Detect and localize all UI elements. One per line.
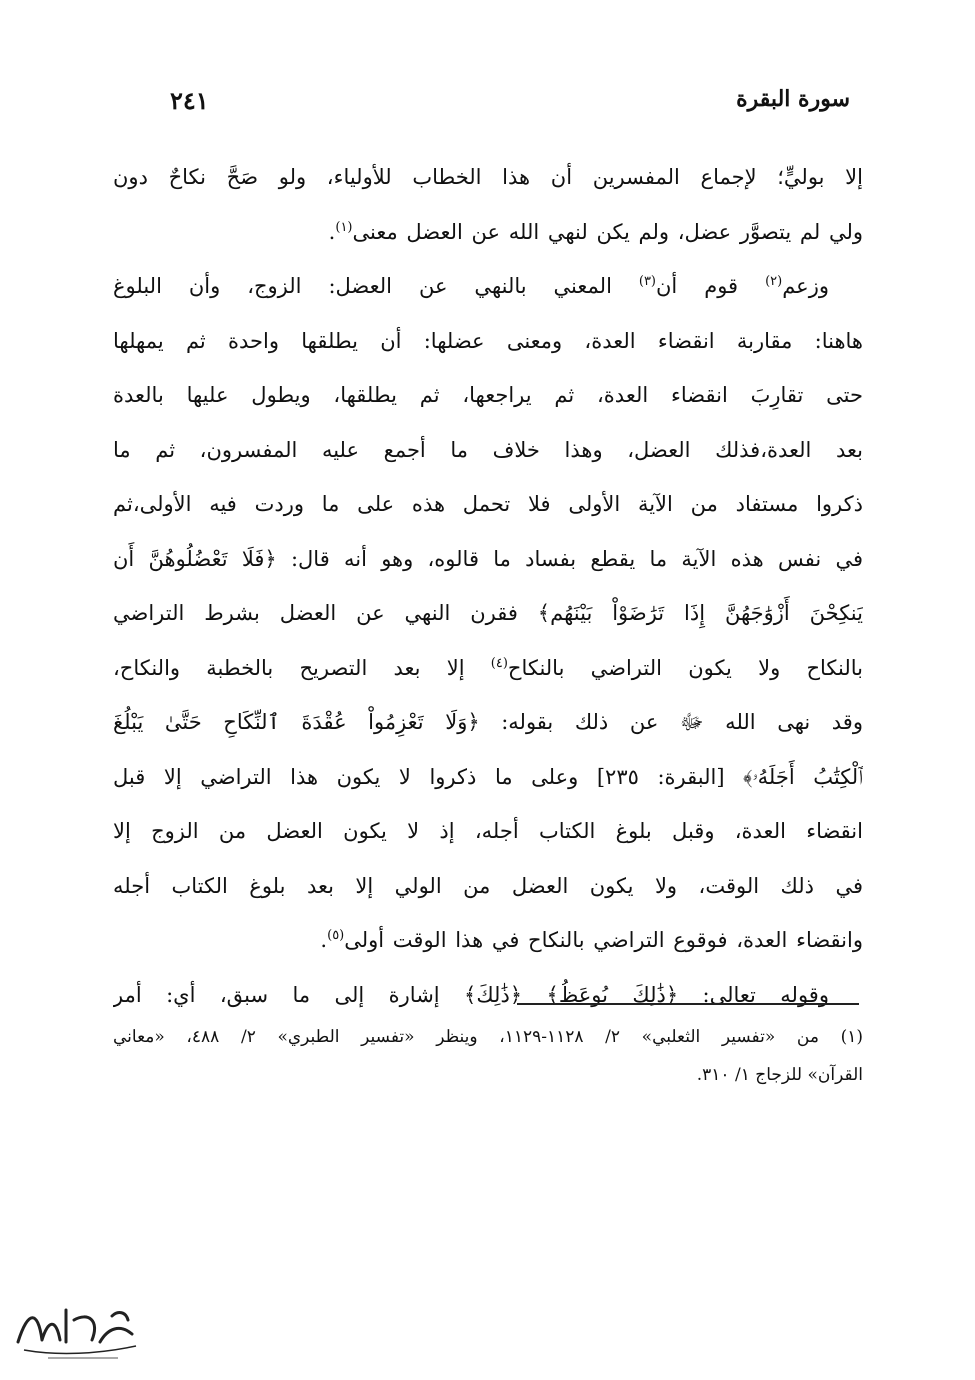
footnotes — [113, 1018, 863, 1094]
text-line: إلا بوليٍّ؛ لإجماع المفسرين أن هذا الخطاب للأولياء، ولو صَحَّ نكاحٌ دون — [113, 165, 863, 189]
text-line: ولي لم يتصوَّر عضل، ولم يكن لنهي الله عن العضل معنى$^{(١)}$. — [328, 219, 863, 244]
footnote-ref[interactable]: (٣) — [638, 274, 656, 289]
text-line: انقضاء العدة، وقبل بلوغ الكتاب أجله، إذ لا يكون العضل من الزوج إلا — [113, 819, 863, 843]
text-line: وقوله تعالى: ﴿ذَٰلِكَ يُوعَظُ﴾ ﴿ذَٰلِكَ﴾ إشارة إلى ما سبق، أي: أمر — [113, 982, 829, 1007]
text-line: وانقضاء العدة، فوقوع التراضي بالنكاح في هذا الوقت أولى$^{(٥)}$. — [320, 928, 863, 952]
text-line: في نفس هذه الآية ما يقطع بفساد ما قالوه، وهو أنه قال: ﴿فَلَا تَعْضُلُوهُنَّ أَن — [113, 546, 863, 571]
text-line: ٱلْكِتَٰبُ أَجَلَهُۥ﴾ [البقرة: ٢٣٥] وعلى ما ذكروا لا يكون هذا التراضي إلا قبل — [113, 764, 863, 789]
page-header — [170, 86, 850, 122]
text-line: حتى تقارِبَ انقضاء العدة، ثم يراجعها، ثم يطلقها، ويطول عليها بالعدة — [113, 383, 863, 407]
main-text — [113, 150, 863, 1022]
footnote-separator — [517, 1003, 859, 1005]
footnote-line: القرآن» للزجاج ١/ ٣١٠. — [696, 1065, 863, 1085]
text-line: يَنكِحْنَ أَزْوَٰجَهُنَّ إِذَا تَرَٰضَوْاْ بَيْنَهُم﴾ فقرن النهي عن العضل بشرط التراضي — [113, 601, 863, 625]
text-line: وقد نهى الله ﷻ عن ذلك بقوله: ﴿وَلَا تَعْزِمُواْ عُقْدَةَ ٱلنِّكَاحِ حَتَّىٰ يَبْلُغَ — [113, 710, 863, 734]
footnote-ref[interactable]: (٥) — [327, 928, 345, 943]
text-line: هاهنا: مقاربة انقضاء العدة، ومعنى عضلها: أن يطلقها واحدة ثم يمهلها — [113, 328, 863, 353]
text-line: بعد العدة،فذلك العضل، وهذا خلاف ما أجمع عليه المفسرون، ثم ما — [113, 437, 863, 462]
footnote-ref[interactable]: (٢) — [765, 274, 783, 289]
text-line: وزعم$^{(٢)}$ قوم أن$^{(٣)}$ المعني بالنهي عن العضل: الزوج، وأن البلوغ — [113, 274, 829, 298]
page-number: ٢٤١ — [170, 86, 209, 115]
publisher-logo — [8, 1290, 148, 1370]
text-line: بالنكاح ولا يكون التراضي بالنكاح$^{(٤)}$ إلا بعد التصريح بالخطبة والنكاح، — [113, 655, 863, 680]
text-line: في ذلك الوقت، ولا يكون العضل من الولي إلا بعد بلوغ الكتاب أجله — [113, 873, 863, 898]
text-line: ذكروا مستفاد من الآية الأولى فلا تحمل هذه على ما وردت فيه الأولى،ثم — [113, 492, 863, 516]
running-title: سورة البقرة — [736, 86, 850, 112]
footnote-ref[interactable]: (١) — [335, 219, 353, 235]
footnote-ref[interactable]: (٤) — [490, 655, 508, 671]
footnote-line: (١) من «تفسير الثعلبي» ٢/ ١١٢٨-١١٢٩، وينظر «تفسير الطبري» ٢/ ٤٨٨، «معاني — [113, 1027, 863, 1047]
